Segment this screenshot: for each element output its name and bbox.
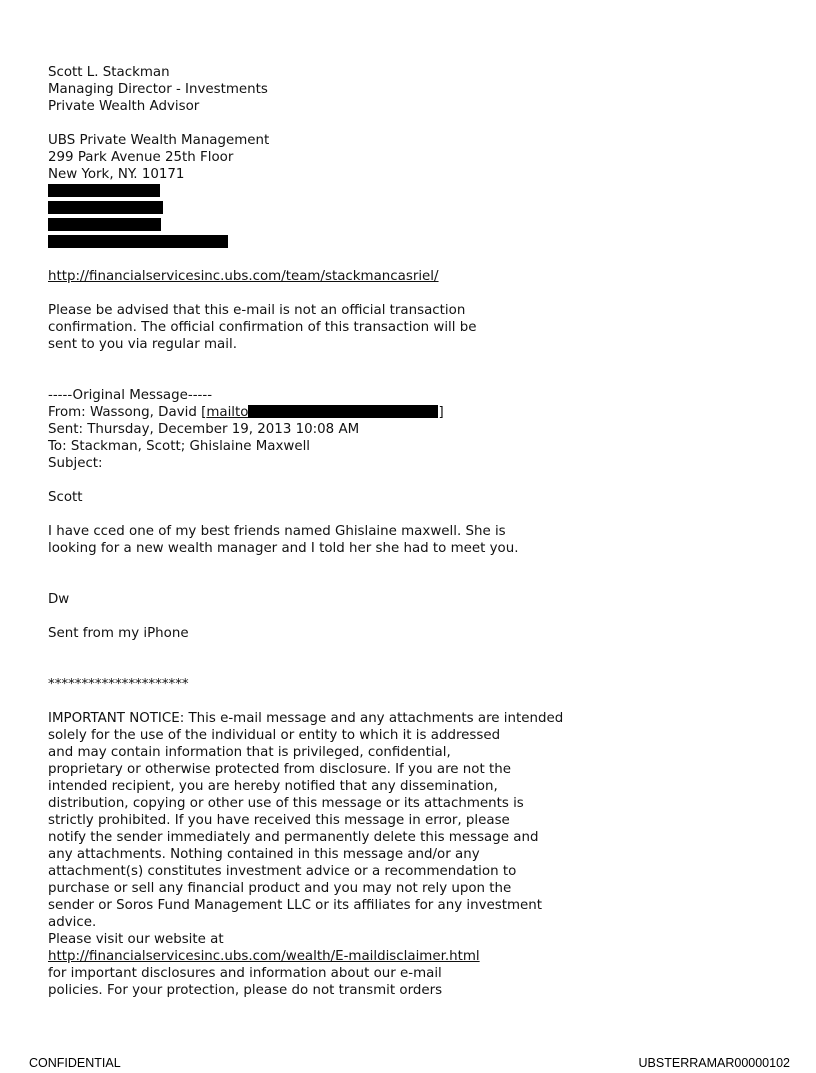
notice-tail-line: for important disclosures and information about our e-mail xyxy=(48,966,442,981)
signature-name: Scott L. Stackman xyxy=(48,65,170,80)
signature-title: Managing Director - Investments xyxy=(48,82,268,97)
original-subject: Subject: xyxy=(48,456,103,471)
signature-company: UBS Private Wealth Management xyxy=(48,133,270,148)
notice-line: any attachments. Nothing contained in this message and/or any xyxy=(48,847,480,862)
redacted-phone-1 xyxy=(48,183,788,200)
signature-address-city: New York, NY. 10171 xyxy=(48,167,185,182)
advisory-line: sent to you via regular mail. xyxy=(48,337,237,352)
original-from: From: Wassong, David [mailto ] xyxy=(48,405,444,420)
notice-line: purchase or sell any financial product and you may not rely upon the xyxy=(48,881,512,896)
notice-line: and may contain information that is privileged, confidential, xyxy=(48,745,451,760)
notice-line: distribution, copying or other use of this message or its attachments is xyxy=(48,796,524,811)
original-sent: Sent: Thursday, December 19, 2013 10:08 AM xyxy=(48,422,360,437)
notice-line: intended recipient, you are hereby notified that any dissemination, xyxy=(48,779,498,794)
notice-line: solely for the use of the individual or entity to which it is addressed xyxy=(48,728,501,743)
signoff: Dw xyxy=(48,592,70,607)
advisory-line: Please be advised that this e-mail is not an official transaction xyxy=(48,303,466,318)
confidential-label: CONFIDENTIAL xyxy=(29,1056,121,1070)
redacted-email xyxy=(48,234,788,251)
email-document xyxy=(48,64,788,999)
original-message-header: -----Original Message----- xyxy=(48,388,213,403)
notice-line: strictly prohibited. If you have received this message in error, please xyxy=(48,813,510,828)
bates-number: UBSTERRAMAR00000102 xyxy=(638,1056,790,1070)
mailto-link[interactable]: mailto xyxy=(206,405,249,420)
notice-line: IMPORTANT NOTICE: This e-mail message and any attachments are intended xyxy=(48,711,564,726)
signature-address-street: 299 Park Avenue 25th Floor xyxy=(48,150,234,165)
notice-visit: Please visit our website at xyxy=(48,932,224,947)
notice-tail-line: policies. For your protection, please do not transmit orders xyxy=(48,983,443,998)
notice-line: advice. xyxy=(48,915,97,930)
signature-role: Private Wealth Advisor xyxy=(48,99,200,114)
greeting: Scott xyxy=(48,490,83,505)
body-line: I have cced one of my best friends named Ghislaine maxwell. She is xyxy=(48,524,506,539)
original-to: To: Stackman, Scott; Ghislaine Maxwell xyxy=(48,439,311,454)
redacted-phone-2 xyxy=(48,200,788,217)
separator: ********************* xyxy=(48,677,189,692)
notice-line: notify the sender immediately and permanently delete this message and xyxy=(48,830,539,845)
notice-line: proprietary or otherwise protected from disclosure. If you are not the xyxy=(48,762,511,777)
team-page-link[interactable]: http://financialservicesinc.ubs.com/team/stackmancasriel/ xyxy=(48,269,439,284)
advisory-line: confirmation. The official confirmation of this transaction will be xyxy=(48,320,477,335)
sent-from: Sent from my iPhone xyxy=(48,626,189,641)
notice-line: attachment(s) constitutes investment advice or a recommendation to xyxy=(48,864,517,879)
body-line: looking for a new wealth manager and I told her she had to meet you. xyxy=(48,541,519,556)
disclaimer-link[interactable]: http://financialservicesinc.ubs.com/wealth/E-maildisclaimer.html xyxy=(48,949,480,964)
redacted-sender-email xyxy=(248,405,438,418)
redacted-phone-3 xyxy=(48,217,788,234)
notice-line: sender or Soros Fund Management LLC or its affiliates for any investment xyxy=(48,898,543,913)
